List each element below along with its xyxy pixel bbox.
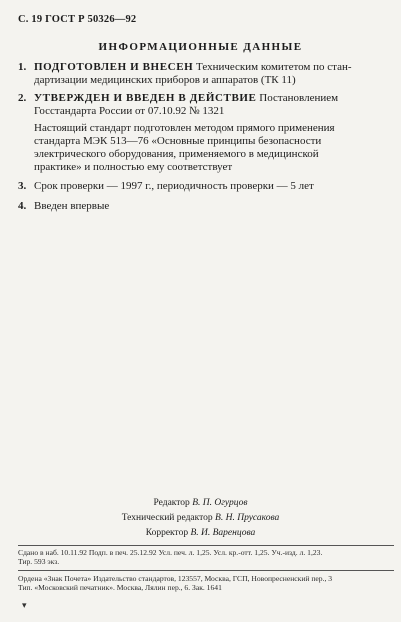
standard-paragraph xyxy=(34,122,335,174)
item-lead: ПОДГОТОВЛЕН И ВНЕСЕН xyxy=(34,61,194,73)
item-text: Постановлением xyxy=(259,92,339,104)
item-text-continued: дартизации медицинских приборов и аппаратов (ТК 11) xyxy=(34,74,296,86)
printer-line: Тип. «Московский печатник». Москва, Лялин пер., 6. Зак. 1641 xyxy=(18,583,222,592)
paragraph-line: практике» и полностью ему соответствует xyxy=(34,161,233,173)
item-number: 4. xyxy=(18,200,27,212)
publisher-line: Ордена «Знак Почета» Издательство стандартов, 123557, Москва, ГСП, Новопресненский пер., 3 xyxy=(18,574,333,583)
page-header: С. 19 ГОСТ Р 50326—92 xyxy=(18,14,137,25)
item-text: Срок проверки — 1997 г., периодичность проверки — 5 лет xyxy=(34,180,314,192)
paragraph-line: стандарта МЭК 513—76 «Основные принципы безопасности xyxy=(34,135,322,147)
publisher-details xyxy=(18,574,332,592)
item-lead: УТВЕРЖДЕН И ВВЕДЕН В ДЕЙСТВИЕ xyxy=(34,92,257,104)
paragraph-line: Настоящий стандарт подготовлен методом прямого применения xyxy=(34,122,335,134)
paragraph-line: электрического оборудования, применяемого в медицинской xyxy=(34,148,319,160)
credit-editor xyxy=(0,496,401,511)
credit-tech-editor xyxy=(0,511,401,526)
print-details xyxy=(18,548,322,566)
item-text: Техническим комитетом по стан- xyxy=(196,61,352,73)
print-details-line: Сдано в наб. 10.11.92 Подп. в печ. 25.12.92 Усл. печ. л. 1,25. Усл. кр.-отт. 1,25. Уч.-изд. л. 1,23. xyxy=(18,548,323,557)
credit-name: В. И. Варенцова xyxy=(190,528,256,538)
credit-role: Корректор xyxy=(145,528,189,538)
print-mark-icon: ▾ xyxy=(22,600,27,610)
divider xyxy=(18,545,394,546)
editorial-credits xyxy=(0,496,401,541)
print-details-line: Тир. 593 экз. xyxy=(18,557,60,566)
credit-name: В. П. Огурцов xyxy=(192,498,248,508)
item-3 xyxy=(18,180,314,193)
credit-role: Технический редактор xyxy=(121,513,213,523)
item-text-continued: Госстандарта России от 07.10.92 № 1321 xyxy=(34,105,225,117)
item-number: 3. xyxy=(18,180,27,192)
item-1 xyxy=(18,61,352,87)
item-number: 2. xyxy=(18,92,27,104)
item-2 xyxy=(18,92,338,118)
credit-name: В. Н. Прусакова xyxy=(215,513,280,523)
item-text: Введен впервые xyxy=(34,200,110,212)
item-4 xyxy=(18,200,109,213)
section-title: ИНФОРМАЦИОННЫЕ ДАННЫЕ xyxy=(98,41,303,53)
divider xyxy=(18,570,394,571)
item-number: 1. xyxy=(18,61,27,73)
credit-proofreader xyxy=(0,526,401,541)
credit-role: Редактор xyxy=(153,498,190,508)
